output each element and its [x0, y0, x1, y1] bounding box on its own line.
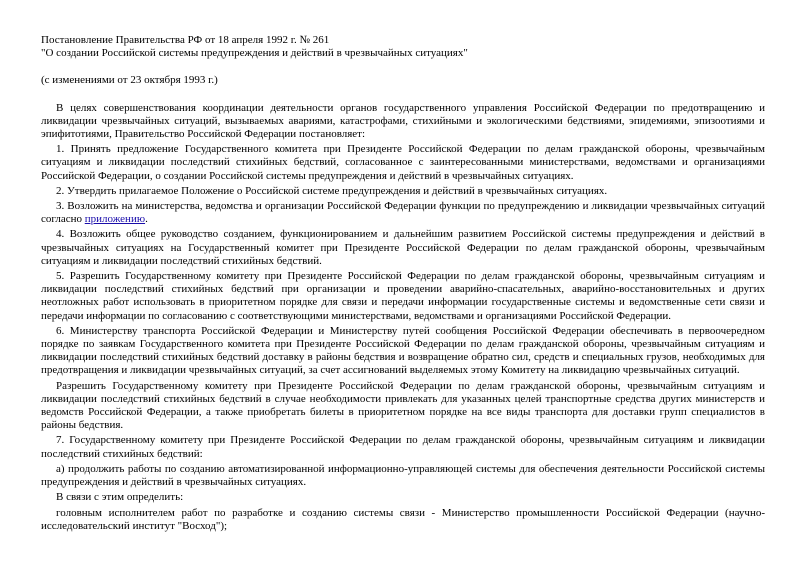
paragraph-5: 5. Разрешить Государственному комитету при Президенте Российской Федерации по делам гражданской обороны, чрезвычайным ситуациям и ликвидации последствий стихийных бедствий при организации и проведении аварийно-спасательных, аварийно-восстановительных и других неотложных работ использовать в приоритетном порядке для связи и передачи информации государственные системы и ведомственные сети связи и передачи информации по согласованию с соответствующими министерствами, ведомствами и организациями Российской Федерации. — [41, 270, 765, 322]
document-body — [41, 102, 765, 533]
paragraph-intro: В целях совершенствования координации деятельности органов государственного управления Российской Федерации по предотвращению и ликвидации чрезвычайных ситуаций, вызываемых авариями, катастрофами, стихийными и экологическими бедствиями, эпидемиями, эпизоотиями и эпифитотиями, Правительство Российской Федерации постановляет: — [41, 101, 765, 141]
amendment-note: (с изменениями от 23 октября 1993 г.) — [41, 74, 218, 87]
paragraph-7b: В связи с этим определить: — [56, 491, 184, 504]
document-title: Постановление Правительства РФ от 18 апреля 1992 г. № 261 — [41, 34, 330, 46]
paragraph-1: 1. Принять предложение Государственного комитета при Президенте Российской Федерации по делам гражданской обороны, чрезвычайным ситуациям и ликвидации последствий стихийных бедствий, согласованное с заинтересованными министерствами, ведомствами и организациями Российской Федерации, о создании Российской системы предупреждения и действий в чрезвычайных ситуациях. — [41, 143, 765, 182]
paragraph-6: 6. Министерству транспорта Российской Федерации и Министерству путей сообщения Российской Федерации обеспечивать в первоочередном порядке по заявкам Государственного комитета при Президенте Российской Федерации по делам гражданской обороны, чрезвычайным ситуациям и ликвидации последствий стихийных бедствий доставку в районы бедствия и возвращение обратно сил, средств и специальных грузов, необходимых для предотвращения и ликвидации чрезвычайных ситуаций, за счет ассигнований выделяемых этому Комитету на ликвидацию чрезвычайных ситуаций. — [41, 324, 765, 377]
appendix-link[interactable]: приложению — [84, 213, 146, 226]
paragraph-7c: головным исполнителем работ по разработке и созданию системы связи - Министерство промышленности Российской Федерации (научно-исследовательский институт "Восход"); — [41, 506, 765, 532]
paragraph-4: 4. Возложить общее руководство созданием, функционированием и дальнейшим развитием Российской системы предупреждения и действий в чрезвычайных ситуациях на Государственный комитет при Президенте Российской Федерации по делам гражданской обороны, чрезвычайным ситуациям и ликвидации последствий стихийных бедствий. — [41, 228, 765, 267]
document-header — [41, 34, 765, 60]
paragraph-2: 2. Утвердить прилагаемое Положение о Российской системе предупреждения и действий в чрезвычайных ситуациях. — [56, 184, 608, 197]
paragraph-3 — [41, 200, 765, 226]
paragraph-7a: а) продолжить работы по созданию автоматизированной информационно-управляющей системы для обеспечения деятельности Российской системы предупреждения и действий в чрезвычайных ситуациях. — [41, 462, 765, 489]
paragraph-3-text: 3. Возложить на министерства, ведомства и организации Российской Федерации функции по предупреждению и ликвидации чрезвычайных ситуаций согласно — [41, 200, 765, 226]
paragraph-3-end: . — [145, 213, 148, 226]
document-subtitle: "О создании Российской системы предупреждения и действий в чрезвычайных ситуациях" — [41, 47, 468, 60]
paragraph-7: 7. Государственному комитету при Президенте Российской Федерации по делам гражданской обороны, чрезвычайным ситуациям и ликвидации последствий стихийных бедствий: — [41, 434, 765, 460]
paragraph-6-continued: Разрешить Государственному комитету при Президенте Российской Федерации по делам гражданской обороны, чрезвычайным ситуациям и ликвидации последствий стихийных бедствий в случае необходимости привлекать для указанных целей транспортные средства других министерств и ведомств Российской Федерации, а также приобретать билеты в приоритетном порядке на все виды транспорта для доставки групп специалистов в районы бедствия. — [41, 379, 765, 432]
